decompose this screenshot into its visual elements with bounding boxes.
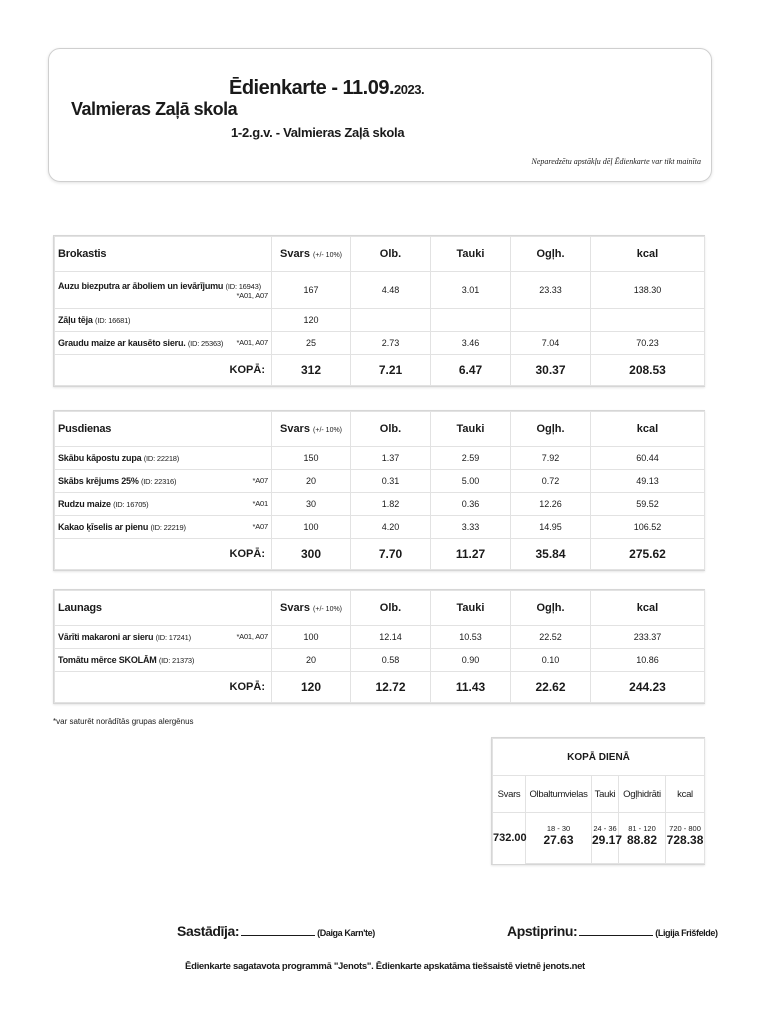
total-svars: 312 (272, 355, 351, 386)
cell-oglh: 7.92 (511, 447, 591, 470)
table-row (55, 626, 705, 649)
compiled-by: (Daiga Karn'te) (317, 928, 375, 938)
cell-oglh: 14.95 (511, 516, 591, 539)
table-row (55, 309, 705, 332)
total-row (55, 355, 705, 386)
total-olb: 7.70 (351, 539, 431, 570)
cell-tauki: 0.36 (431, 493, 511, 516)
day-col-olb: Olbaltumvielas (526, 776, 592, 813)
cell-olb: 4.48 (351, 272, 431, 309)
signature-approved (507, 923, 718, 939)
total-svars: 300 (272, 539, 351, 570)
cell-kcal: 10.86 (591, 649, 705, 672)
day-total-table (492, 738, 705, 864)
col-kcal: kcal (591, 591, 705, 626)
change-note: Neparedzētu apstākļu dēļ Ēdienkarte var tikt mainīta (531, 157, 701, 166)
cell-tauki: 3.01 (431, 272, 511, 309)
total-oglh: 22.62 (511, 672, 591, 703)
day-col-oglh: Ogļhidrāti (619, 776, 666, 813)
cell-kcal: 49.13 (591, 470, 705, 493)
dish-name: Graudu maize ar kausēto sieru. (ID: 25363) *A01, A07 (55, 332, 272, 355)
dish-name: Kakao ķīselis ar pienu (ID: 22219) *A07 (55, 516, 272, 539)
cell-svars: 167 (272, 272, 351, 309)
meal-title: Pusdienas (55, 412, 272, 447)
col-svars: Svars (+/- 10%) (272, 591, 351, 626)
meal-table (54, 590, 705, 703)
col-oglh: Ogļh. (511, 412, 591, 447)
table-row (55, 493, 705, 516)
table-row (55, 470, 705, 493)
cell-oglh: 7.04 (511, 332, 591, 355)
dish-name: Auzu biezputra ar āboliem un ievārījumu (ID: 16943) *A01, A07 (55, 272, 272, 309)
cell-tauki (431, 309, 511, 332)
school-name: Valmieras Zaļā skola (71, 99, 238, 119)
col-olb: Olb. (351, 412, 431, 447)
meal-breakfast (53, 235, 705, 387)
table-row (55, 516, 705, 539)
cell-svars: 20 (272, 649, 351, 672)
total-tauki: 11.27 (431, 539, 511, 570)
total-olb: 7.21 (351, 355, 431, 386)
day-total-title: KOPĀ DIENĀ (493, 739, 705, 776)
cell-kcal: 138.30 (591, 272, 705, 309)
cell-tauki: 3.46 (431, 332, 511, 355)
cell-olb: 0.58 (351, 649, 431, 672)
cell-oglh (511, 309, 591, 332)
total-kcal: 244.23 (591, 672, 705, 703)
col-kcal: kcal (591, 237, 705, 272)
approved-label: Apstiprinu: (507, 923, 578, 939)
cell-kcal: 59.52 (591, 493, 705, 516)
cell-oglh: 23.33 (511, 272, 591, 309)
cell-tauki: 3.33 (431, 516, 511, 539)
day-col-svars: Svars (493, 776, 526, 813)
title-year: 2023. (394, 82, 425, 97)
total-kcal: 275.62 (591, 539, 705, 570)
cell-tauki: 2.59 (431, 447, 511, 470)
total-row (55, 539, 705, 570)
day-olb-value: 27.63 (526, 833, 592, 864)
total-label: KOPĀ: (55, 539, 272, 570)
day-range-olb: 18 - 30 (526, 813, 592, 834)
signature-line (579, 923, 653, 936)
total-olb: 12.72 (351, 672, 431, 703)
dish-name: Zāļu tēja (ID: 16681) (55, 309, 272, 332)
signature-compiled (177, 923, 375, 939)
col-oglh: Ogļh. (511, 591, 591, 626)
cell-svars: 20 (272, 470, 351, 493)
cell-oglh: 22.52 (511, 626, 591, 649)
meal-title: Brokastis (55, 237, 272, 272)
total-tauki: 6.47 (431, 355, 511, 386)
day-tauki-value: 29.17 (592, 833, 619, 864)
total-label: KOPĀ: (55, 355, 272, 386)
col-tauki: Tauki (431, 412, 511, 447)
day-svars-value: 732.00 (493, 813, 526, 864)
cell-svars: 120 (272, 309, 351, 332)
cell-kcal: 233.37 (591, 626, 705, 649)
cell-olb: 12.14 (351, 626, 431, 649)
table-row (55, 649, 705, 672)
meal-lunch (53, 410, 705, 571)
col-svars: Svars (+/- 10%) (272, 237, 351, 272)
cell-svars: 25 (272, 332, 351, 355)
cell-tauki: 0.90 (431, 649, 511, 672)
table-row (55, 332, 705, 355)
cell-oglh: 12.26 (511, 493, 591, 516)
day-range-tauki: 24 - 36 (592, 813, 619, 834)
day-range-kcal: 720 - 800 (666, 813, 705, 834)
meal-header-row (55, 237, 705, 272)
cell-olb: 2.73 (351, 332, 431, 355)
title-date: Ēdienkarte - 11.09. (229, 77, 395, 99)
cell-tauki: 10.53 (431, 626, 511, 649)
col-kcal: kcal (591, 412, 705, 447)
col-svars: Svars (+/- 10%) (272, 412, 351, 447)
cell-olb: 4.20 (351, 516, 431, 539)
dish-name: Rudzu maize (ID: 16705) *A01 (55, 493, 272, 516)
cell-kcal: 106.52 (591, 516, 705, 539)
day-total-box (491, 737, 705, 865)
day-oglh-value: 88.82 (619, 833, 666, 864)
group-name: 1-2.g.v. - Valmieras Zaļā skola (231, 125, 405, 140)
total-label: KOPĀ: (55, 672, 272, 703)
cell-olb: 1.82 (351, 493, 431, 516)
dish-name: Skābu kāpostu zupa (ID: 22218) (55, 447, 272, 470)
meal-snack (53, 589, 705, 704)
cell-oglh: 0.10 (511, 649, 591, 672)
dish-name: Skābs krējums 25% (ID: 22316) *A07 (55, 470, 272, 493)
allergen-note: *var saturēt norādītās grupas alergēnus (53, 717, 194, 726)
col-tauki: Tauki (431, 237, 511, 272)
signature-line (241, 923, 315, 936)
col-olb: Olb. (351, 591, 431, 626)
table-row (55, 447, 705, 470)
total-oglh: 30.37 (511, 355, 591, 386)
cell-olb (351, 309, 431, 332)
day-col-tauki: Tauki (592, 776, 619, 813)
compiled-label: Sastādīja: (177, 923, 240, 939)
cell-olb: 1.37 (351, 447, 431, 470)
day-range-oglh: 81 - 120 (619, 813, 666, 834)
page-title (229, 77, 424, 100)
total-tauki: 11.43 (431, 672, 511, 703)
day-col-kcal: kcal (666, 776, 705, 813)
total-row (55, 672, 705, 703)
meal-title: Launags (55, 591, 272, 626)
col-olb: Olb. (351, 237, 431, 272)
cell-svars: 150 (272, 447, 351, 470)
day-kcal-value: 728.38 (666, 833, 705, 864)
cell-olb: 0.31 (351, 470, 431, 493)
cell-svars: 100 (272, 626, 351, 649)
meal-header-row (55, 412, 705, 447)
cell-svars: 100 (272, 516, 351, 539)
meal-table (54, 411, 705, 570)
cell-kcal (591, 309, 705, 332)
total-oglh: 35.84 (511, 539, 591, 570)
cell-kcal: 60.44 (591, 447, 705, 470)
table-row (55, 272, 705, 309)
header-box (48, 48, 712, 182)
cell-kcal: 70.23 (591, 332, 705, 355)
meal-table (54, 236, 705, 386)
footer-note: Ēdienkarte sagatavota programmā "Jenots". Ēdienkarte apskatāma tiešsaistē vietnē jenots.net (185, 961, 585, 972)
dish-name: Vārīti makaroni ar sieru (ID: 17241) *A01, A07 (55, 626, 272, 649)
approved-by: (Ligija Frišfelde) (655, 928, 718, 938)
cell-oglh: 0.72 (511, 470, 591, 493)
dish-name: Tomātu mērce SKOLĀM (ID: 21373) (55, 649, 272, 672)
total-svars: 120 (272, 672, 351, 703)
col-oglh: Ogļh. (511, 237, 591, 272)
cell-svars: 30 (272, 493, 351, 516)
cell-tauki: 5.00 (431, 470, 511, 493)
col-tauki: Tauki (431, 591, 511, 626)
total-kcal: 208.53 (591, 355, 705, 386)
meal-header-row (55, 591, 705, 626)
